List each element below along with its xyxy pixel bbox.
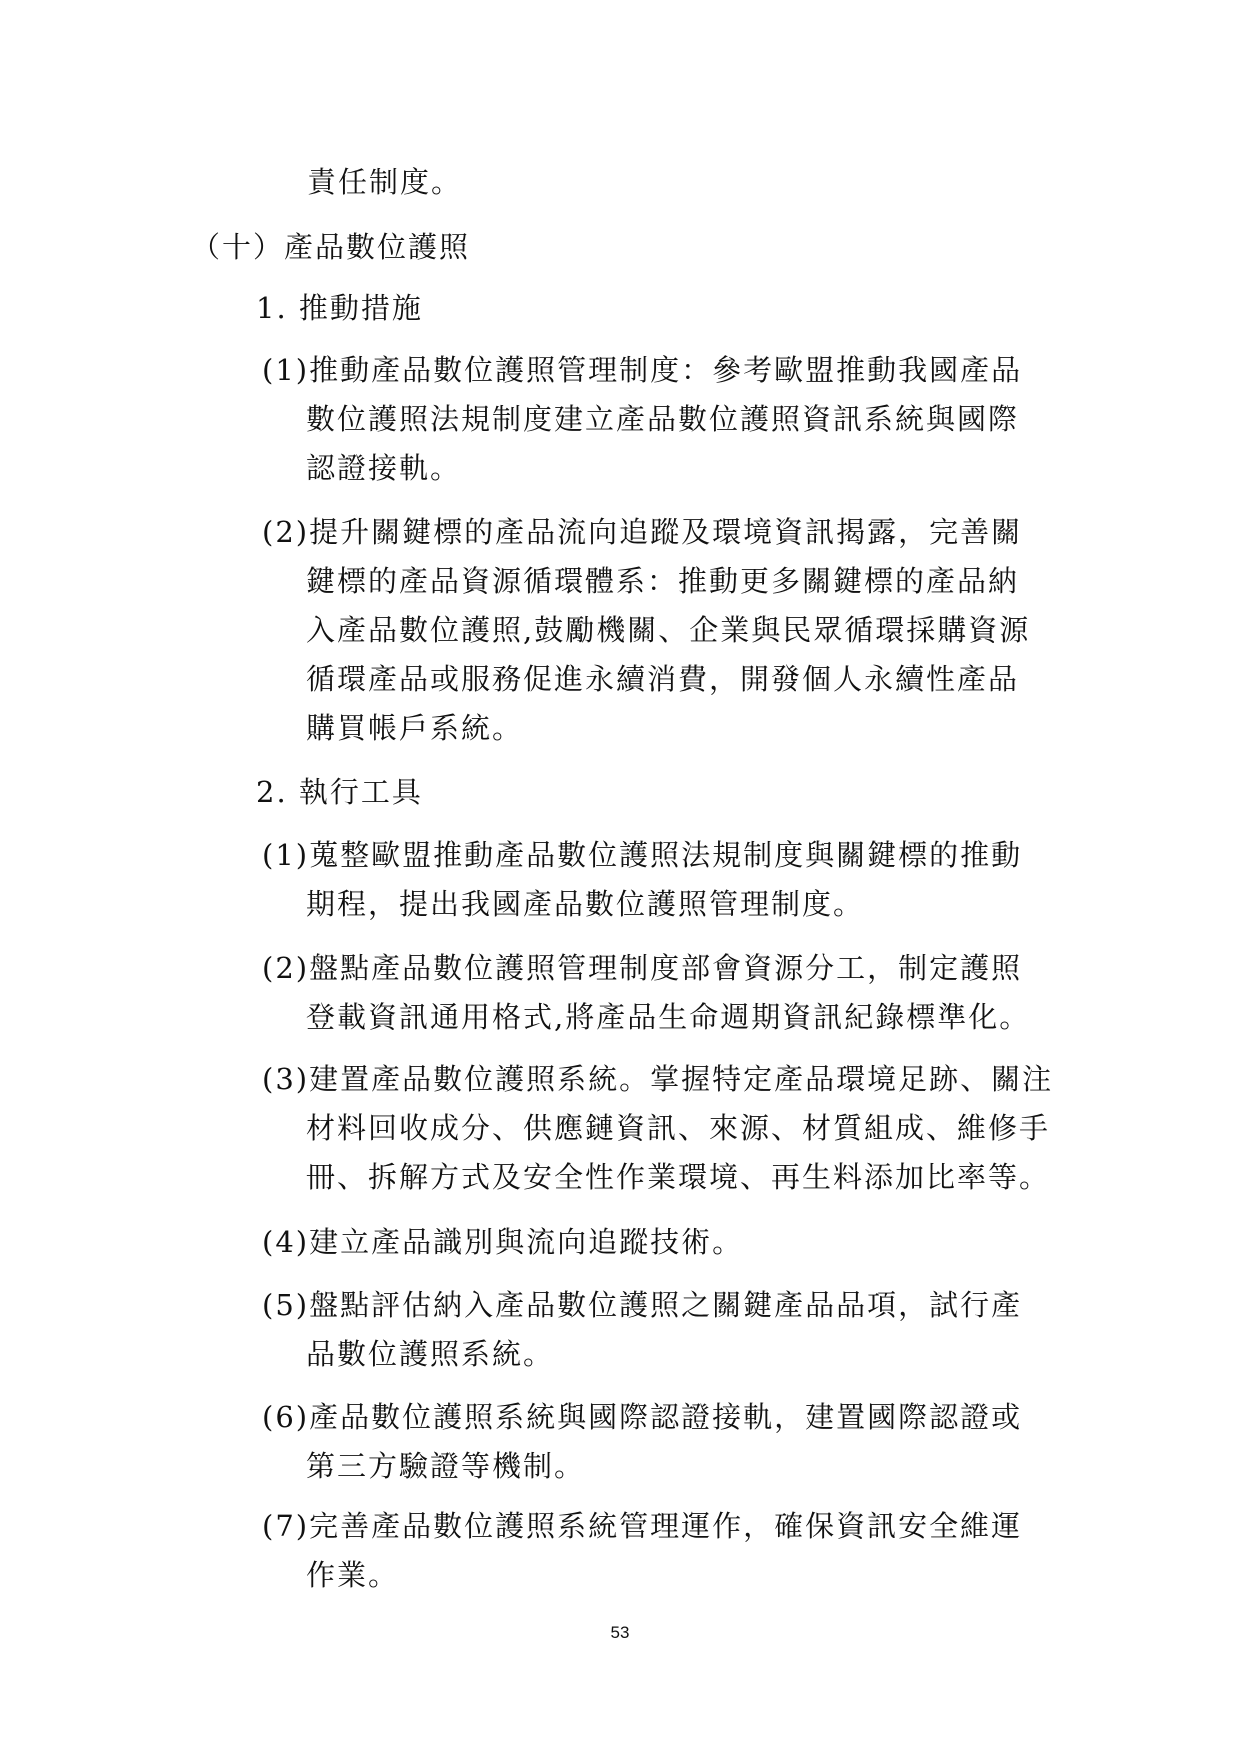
item-line: (4)建立產品識別與流向追蹤技術。	[262, 1225, 744, 1259]
item-line: 鍵標的產品資源循環體系：推動更多關鍵標的產品納	[306, 564, 1020, 598]
item-line: 數位護照法規制度建立產品數位護照資訊系統與國際	[306, 402, 1020, 436]
item-line: 第三方驗證等機制。	[306, 1449, 586, 1483]
item-line: 認證接軌。	[306, 451, 462, 485]
item-line: (2)提升關鍵標的產品流向追蹤及環境資訊揭露，完善關	[262, 515, 1023, 549]
item-line: 期程，提出我國產品數位護照管理制度。	[306, 887, 865, 921]
item-line: (7)完善產品數位護照系統管理運作，確保資訊安全維運	[262, 1509, 1023, 1543]
item-line: (2)盤點產品數位護照管理制度部會資源分工，制定護照	[262, 951, 1023, 985]
tool-item-4	[262, 1222, 1092, 1271]
subheading-execution-tools: 2. 執行工具	[256, 775, 423, 809]
tool-item-5	[262, 1285, 1092, 1383]
measure-item-1	[262, 350, 1092, 497]
item-line: (6)產品數位護照系統與國際認證接軌，建置國際認證或	[262, 1400, 1023, 1434]
item-line: 品數位護照系統。	[306, 1337, 555, 1371]
item-line: (1)蒐整歐盟推動產品數位護照法規制度與關鍵標的推動	[262, 838, 1023, 872]
tool-item-3	[262, 1059, 1092, 1206]
continued-text-line: 責任制度。	[307, 165, 463, 199]
tool-item-1	[262, 835, 1092, 933]
item-line: 作業。	[306, 1558, 400, 1592]
tool-item-2	[262, 948, 1092, 1046]
measure-item-2	[262, 512, 1092, 757]
item-line: 材料回收成分、供應鏈資訊、來源、材質組成、維修手	[306, 1111, 1051, 1145]
item-line: (1)推動產品數位護照管理制度：參考歐盟推動我國產品	[262, 353, 1023, 387]
section-heading-product-digital-passport: （十）產品數位護照	[191, 230, 471, 264]
item-line: 冊、拆解方式及安全性作業環境、再生料添加比率等。	[306, 1160, 1051, 1194]
tool-item-7	[262, 1506, 1092, 1604]
page-number: 53	[610, 1623, 630, 1642]
subheading-promotion-measures: 1. 推動措施	[256, 291, 423, 325]
item-line: 登載資訊通用格式,將產品生命週期資訊紀錄標準化。	[306, 1000, 1031, 1034]
item-line: 入產品數位護照,鼓勵機關、企業與民眾循環採購資源	[306, 613, 1031, 647]
item-line: 循環產品或服務促進永續消費，開發個人永續性產品	[306, 662, 1020, 696]
item-line: 購買帳戶系統。	[306, 711, 524, 745]
item-line: (5)盤點評估納入產品數位護照之關鍵產品品項，試行產	[262, 1288, 1023, 1322]
item-line: (3)建置產品數位護照系統。掌握特定產品環境足跡、關注	[262, 1062, 1054, 1096]
tool-item-6	[262, 1397, 1092, 1495]
